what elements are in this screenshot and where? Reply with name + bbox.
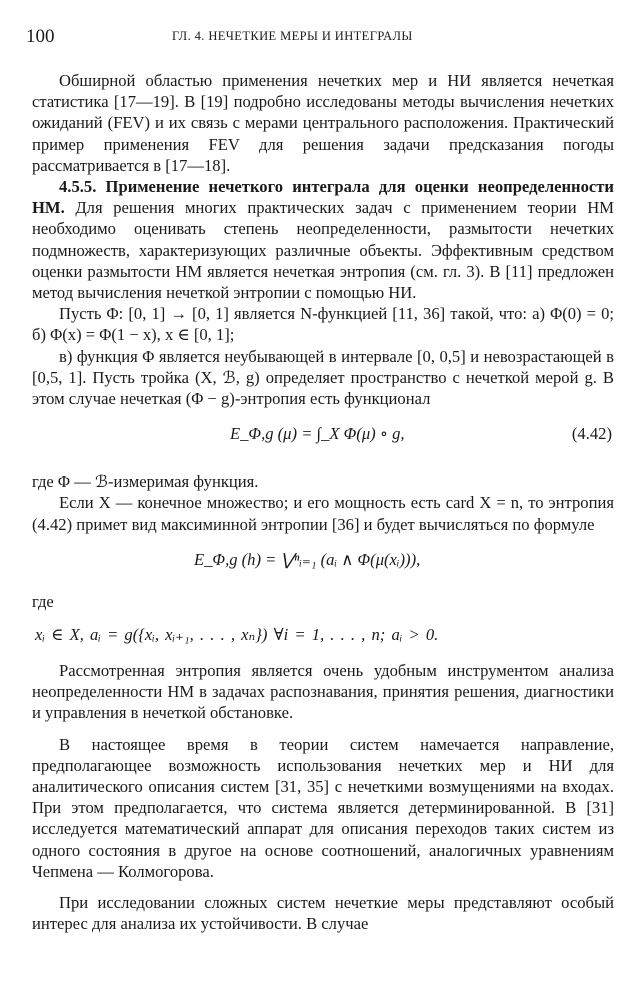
paragraph-finite-set: Если X — конечное множество; и его мощность есть card X = n, то энтропия (4.42) примет вид максиминной энтропии [36] и будет вычисляться по формуле [32, 493, 614, 534]
equation-formula: E_Φ,g (μ) = ∫_X Φ(μ) ∘ g, [230, 424, 405, 444]
paragraph-where: где [32, 591, 54, 611]
paragraph-statistics: Обширной областью применения нечетких мер и НИ является нечеткая статистика [17—19]. В [19] подробно исследованы методы вычисления нечетких ожиданий (FEV) и их связь с мерами центрального расположения. Практический пример применения FEV для решения задачи предсказания погоды рассматривается в [17—18]. [32, 71, 614, 175]
paragraph-complex-systems: При исследовании сложных систем нечеткие меры представляют особый интерес для анализа их устойчивости. В случае [32, 893, 614, 934]
paragraph-gap [32, 882, 614, 892]
equation-formula: xᵢ ∈ X, aᵢ = g({xᵢ, xᵢ₊₁, . . . , xₙ}) ∀i = 1, . . . , n; aᵢ > 0. [35, 625, 439, 645]
page-header [26, 26, 616, 50]
paragraph-entropy-usage: Рассмотренная энтропия является очень удобным инструментом анализа неопределенности НМ в задачах распознавания, принятия решения, диагностики и управления в нечеткой обстановке. [32, 661, 614, 723]
running-head: ГЛ. 4. НЕЧЕТКИЕ МЕРЫ И ИНТЕГРАЛЫ [172, 29, 413, 43]
paragraph-entropy-definition: в) функция Φ является неубывающей в интервале [0, 0,5] и невозрастающей в [0,5, 1]. Пусть тройка (X, ℬ, g) определяет пространство с нечеткой мерой g. В этом случае нечеткая (Φ − g)-энтропия есть функционал [32, 346, 614, 409]
page-body [32, 70, 614, 935]
equation-maximin-entropy [32, 535, 614, 591]
paragraph-section-4-5-5 [32, 176, 614, 303]
equation-4-42 [32, 409, 614, 471]
paragraph-measurable-function: где Φ — ℬ-измеримая функция. [32, 472, 259, 492]
paragraph-gap [32, 724, 614, 734]
equation-formula: E_Φ,g (h) = ⋁ⁿᵢ₌₁ (aᵢ ∧ Φ(μ(xᵢ))), [194, 549, 421, 569]
equation-conditions [32, 612, 614, 660]
section-intro-text: Для решения многих практических задач с применением теории НМ необходимо оценивать степень неопределенности, размытости нечетких подмножеств, характеризующих различные объекты. Эффективным средством оценки размытости НМ является нечеткая энтропия (см. гл. 3). В [11] предложен метод вычисления нечеткой энтропии с помощью НИ. [32, 198, 614, 303]
section-heading: 4.5.5. Применение нечеткого интеграла для оценки неопределенности НМ. [32, 177, 614, 218]
equation-number: (4.42) [571, 424, 612, 444]
paragraph-n-function: Пусть Φ: [0, 1] → [0, 1] является N-функцией [11, 36] такой, что: а) Φ(0) = 0; б) Φ(x) = Φ(1 − x), x ∈ [0, 1]; [32, 304, 614, 345]
paragraph-systems-theory: В настоящее время в теории систем намечается направление, предполагающее возможность использования нечетких мер и НИ для аналитического описания систем [31, 35] с нечеткими возмущениями на входах. При этом предполагается, что система является детерминированной. В [31] исследуется математический аппарат для описания переходов таких систем из одного состояния в другое на основе соотношений, аналогичных уравнениям Чепмена — Колмогорова. [32, 734, 614, 881]
page-number: 100 [26, 26, 55, 47]
